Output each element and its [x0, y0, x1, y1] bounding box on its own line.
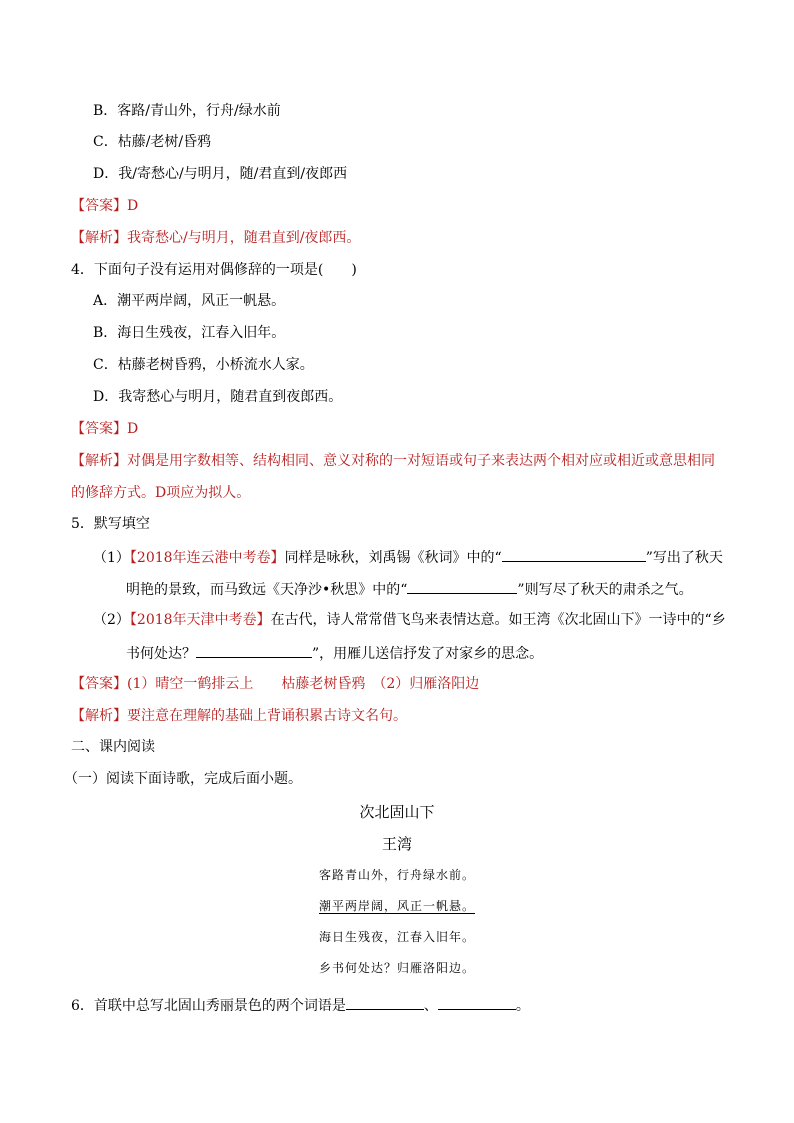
- poem-line: 乡书何处达？归雁洛阳边。: [318, 961, 475, 975]
- q3-answer: [71, 196, 138, 216]
- poem-title: 次北固山下: [359, 803, 435, 821]
- q5-answer: [71, 674, 479, 694]
- prompt-text: 书何处达？: [126, 646, 196, 662]
- q4-analysis-cont: 的修辞方式。D项应为拟人。: [71, 485, 251, 501]
- answer-tag: 【答案】: [71, 676, 127, 692]
- q4-analysis: [71, 451, 715, 471]
- poem-author: 王湾: [381, 835, 412, 853]
- q4-stem: 4．下面句子没有运用对偶修辞的一项是( ): [71, 262, 357, 278]
- analysis-tag: 【解析】: [71, 453, 127, 469]
- analysis-tag: 【解析】: [71, 708, 127, 724]
- q3-option-b: B．客路/青山外，行舟/绿水前: [93, 103, 281, 119]
- source-tag: 【2018年天津中考卷】: [129, 612, 271, 628]
- q4-option-c: C．枯藤老树昏鸦，小桥流水人家。: [93, 357, 314, 373]
- q5-part2: [93, 610, 726, 630]
- part-number: （1）: [93, 550, 130, 566]
- q5-part1-cont: [126, 578, 693, 600]
- q3-option-c: C．枯藤/老树/昏鸦: [93, 134, 212, 150]
- q6: [71, 994, 530, 1016]
- source-tag: 【2018年连云港中考卷】: [129, 550, 285, 566]
- prompt-text: 在古代，诗人常常借飞鸟来表情达意。如王湾《次北固山下》一诗中的“乡: [270, 612, 726, 628]
- q5-part2-cont: [126, 642, 543, 664]
- prompt-text: ”则写尽了秋天的肃杀之气。: [517, 582, 693, 598]
- q4-option-d: D．我寄愁心与明月，随君直到夜郎西。: [93, 389, 343, 405]
- reading-instruction: （一）阅读下面诗歌，完成后面小题。: [64, 771, 302, 787]
- answer-tag: 【答案】: [71, 421, 127, 437]
- q6-stem: 6．首联中总写北固山秀丽景色的两个词语是: [71, 998, 346, 1014]
- fill-blank[interactable]: [502, 546, 646, 562]
- analysis-text: 要注意在理解的基础上背诵积累古诗文名句。: [127, 708, 407, 724]
- prompt-text: 明艳的景致，而马致远《天净沙•秋思》中的“: [126, 582, 408, 598]
- part-number: （2）: [93, 612, 130, 628]
- q4-option-b: B．海日生残夜，江春入旧年。: [93, 325, 286, 341]
- answer-tag: 【答案】: [71, 198, 127, 214]
- answer-text: D: [127, 198, 139, 214]
- fill-blank[interactable]: [196, 642, 312, 658]
- analysis-text: 我寄愁心/与明月，随君直到/夜郎西。: [127, 230, 361, 246]
- analysis-text: 对偶是用字数相等、结构相同、意义对称的一对短语或句子来表达两个相对应或相近或意思相同: [127, 453, 715, 469]
- q5-analysis: [71, 706, 407, 726]
- prompt-text: 同样是咏秋，刘禹锡《秋词》中的“: [284, 550, 502, 566]
- answer-text: D: [127, 421, 139, 437]
- poem-line-wrap: [0, 897, 794, 914]
- poem-line: 海日生残夜，江春入旧年。: [318, 930, 475, 944]
- q5-part1: [93, 546, 723, 568]
- q6-separator: 、: [423, 998, 438, 1014]
- q5-stem: 5．默写填空: [71, 516, 150, 532]
- fill-blank[interactable]: [407, 578, 517, 594]
- poem-line: 客路青山外，行舟绿水前。: [318, 868, 475, 882]
- fill-blank[interactable]: [438, 994, 516, 1010]
- q6-end: 。: [515, 998, 530, 1014]
- q3-analysis: [71, 228, 360, 248]
- prompt-text: ”写出了秋天: [645, 550, 723, 566]
- poem-line: 潮平两岸阔，风正一帆悬。: [318, 899, 475, 913]
- q4-answer: [71, 419, 138, 439]
- q3-option-d: D．我/寄愁心/与明月，随/君直到/夜郎西: [93, 166, 348, 182]
- analysis-tag: 【解析】: [71, 230, 127, 246]
- fill-blank[interactable]: [346, 994, 424, 1010]
- prompt-text: ”，用雁儿送信抒发了对家乡的思念。: [312, 646, 544, 662]
- answer-text: (1）晴空一鹤排云上 枯藤老树昏鸦 （2）归雁洛阳边: [127, 676, 480, 692]
- section-heading: 二、课内阅读: [71, 739, 155, 755]
- q4-option-a: A．潮平两岸阔，风正一帆悬。: [93, 293, 286, 309]
